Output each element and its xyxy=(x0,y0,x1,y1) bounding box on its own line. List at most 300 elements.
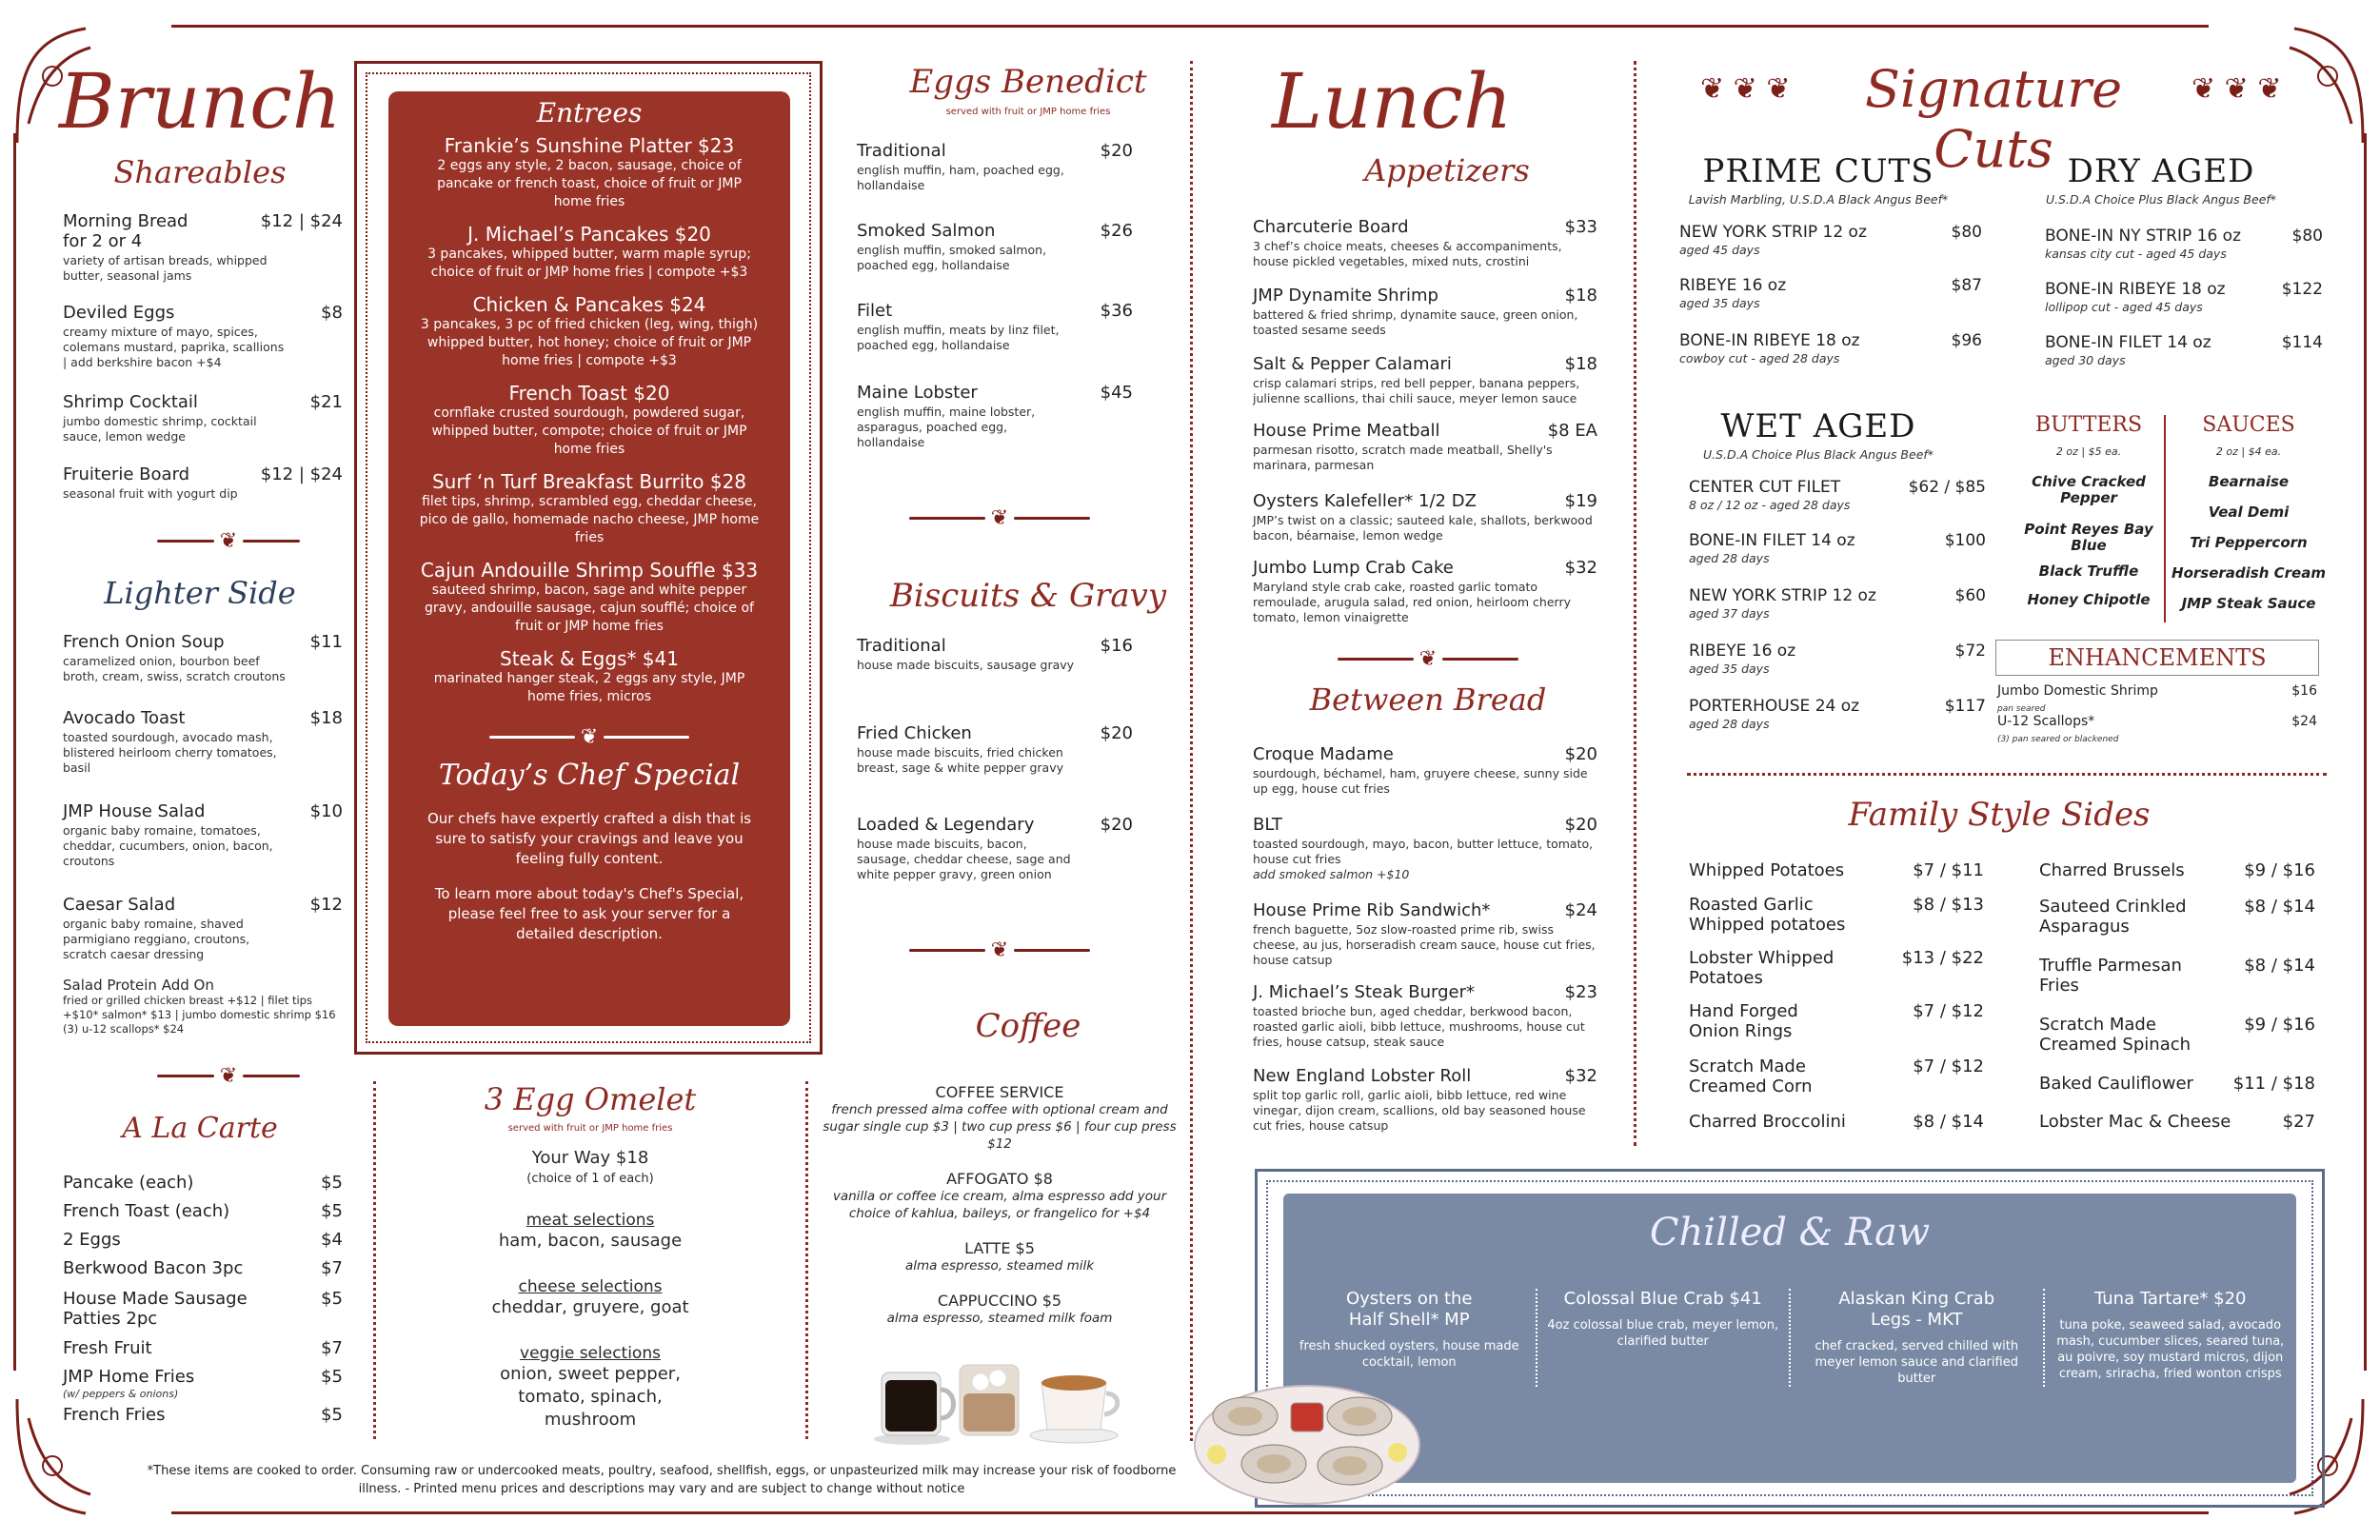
item-name: Loaded & Legendary xyxy=(857,815,1035,835)
entree-item xyxy=(417,470,762,547)
item-price: $114 xyxy=(2281,333,2323,352)
menu-item xyxy=(1689,1112,1984,1132)
item-description: sourdough, béchamel, ham, gruyere cheese, sunny side up egg, house cut fries xyxy=(1253,766,1588,796)
menu-item-row xyxy=(857,723,1133,743)
item-price: $5 xyxy=(321,1405,343,1425)
coffee-name: LATTE $5 xyxy=(964,1239,1035,1257)
menu-item-row xyxy=(63,1367,343,1387)
footer-disclaimer: *These items are cooked to order. Consuming raw or undercooked meats, poultry, seafood, shellfish, eggs, or unpasteurized milk may increase your risk of foodborne illness. - Printed menu prices and descriptions may vary and are subject to change without notice xyxy=(147,1464,1177,1496)
menu-item xyxy=(1679,276,1982,311)
coffee-description: vanilla or coffee ice cream, alma espresso add your choice of kahlua, baileys, or frangelico for +$4 xyxy=(832,1189,1167,1221)
menu-item-row xyxy=(1253,744,1597,764)
menu-item xyxy=(2039,1074,2315,1094)
item-price: $62 / $85 xyxy=(1908,478,1986,497)
item-price: $72 xyxy=(1954,642,1986,661)
sauce-item: Veal Demi xyxy=(2208,503,2290,521)
entree-name: Frankie’s Sunshine Platter $23 xyxy=(444,134,735,157)
menu-item xyxy=(857,221,1133,273)
raw-list xyxy=(1283,1289,2296,1387)
item-name: Traditional xyxy=(857,636,946,656)
item-name: Hand Forged Onion Rings xyxy=(1689,1001,1798,1041)
menu-item xyxy=(1689,642,1986,677)
item-name: BONE-IN RIBEYE 18 oz xyxy=(2045,280,2226,299)
menu-item xyxy=(2039,897,2315,937)
menu-item xyxy=(1689,895,1984,935)
sauce-item: Tri Peppercorn xyxy=(2190,534,2308,551)
coffee-description: alma espresso, steamed milk xyxy=(904,1258,1095,1273)
item-note: aged 28 days xyxy=(1689,551,1770,565)
item-name: Shrimp Cocktail xyxy=(63,392,198,412)
item-price: $4 xyxy=(321,1230,343,1250)
menu-item-row xyxy=(2045,227,2323,247)
item-description: english muffin, maine lobster, asparagus, poached egg, hollandaise xyxy=(857,405,1036,449)
menu-item xyxy=(1253,354,1597,406)
menu-item-row xyxy=(1253,815,1597,835)
item-name: Fried Chicken xyxy=(857,723,972,743)
menu-item-row xyxy=(63,1258,343,1278)
item-name: Caesar Salad xyxy=(63,895,176,915)
item-name: Jumbo Domestic Shrimp xyxy=(1997,683,2158,699)
item-name: House Made Sausage Patties 2pc xyxy=(63,1289,248,1329)
item-price: $7 / $12 xyxy=(1913,1056,1984,1076)
item-price: $12 | $24 xyxy=(260,211,343,231)
menu-item xyxy=(2039,956,2315,996)
entree-description: 3 pancakes, whipped butter, warm maple syrup; choice of fruit or JMP home fries | compote +$3 xyxy=(427,247,751,280)
omelet-subtitle: served with fruit or JMP home fries xyxy=(507,1123,673,1134)
menu-item-row xyxy=(1689,1112,1984,1132)
item-note: add smoked salmon +$10 xyxy=(1253,867,1410,881)
sauces-sub: 2 oz | $4 ea. xyxy=(2215,445,2282,458)
vertical-divider xyxy=(373,1081,376,1439)
item-price: $9 / $16 xyxy=(2244,1015,2315,1035)
item-price: $8 xyxy=(321,303,343,323)
item-price: $13 / $22 xyxy=(1901,948,1984,968)
menu-item-row xyxy=(1253,421,1597,441)
menu-item xyxy=(1689,1056,1984,1096)
item-note: aged 37 days xyxy=(1689,606,1770,621)
entree-name: J. Michael’s Pancakes $20 xyxy=(467,223,711,246)
menu-item-row xyxy=(63,211,343,251)
item-name: Baked Cauliflower xyxy=(2039,1074,2193,1094)
item-name: BONE-IN FILET 14 oz xyxy=(1689,531,1855,550)
menu-item-row xyxy=(1253,558,1597,578)
item-name: JMP Home Fries xyxy=(63,1367,195,1387)
menu-item-row xyxy=(1997,681,2317,701)
menu-item xyxy=(1679,331,1982,366)
coffee-name: AFFOGATO $8 xyxy=(946,1170,1053,1188)
entree-description: cornflake crusted sourdough, powdered sugar, whipped butter, compote; choice of fruit or JMP home fries xyxy=(431,405,747,457)
chef-special-text-2: To learn more about today's Chef's Special, please feel free to ask your server for a detailed description. xyxy=(434,885,744,942)
raw-title: Chilled & Raw xyxy=(1649,1211,1931,1254)
omelet-group-heading: cheese selections xyxy=(518,1277,663,1296)
menu-item-row xyxy=(1253,1066,1597,1086)
menu-item-row xyxy=(857,221,1133,241)
menu-item xyxy=(1689,478,1986,513)
item-name: JMP House Salad xyxy=(63,801,206,821)
benedict-title: Eggs Benedict xyxy=(909,63,1147,101)
entree-description: 2 eggs any style, 2 bacon, sausage, choice of pancake or french toast, choice of fruit or JMP home fries xyxy=(437,158,742,209)
menu-item xyxy=(1253,286,1597,338)
coffee-name: COFFEE SERVICE xyxy=(935,1083,1064,1101)
item-description: house made biscuits, fried chicken breast, sage & white pepper gravy xyxy=(857,745,1064,775)
item-name: Fresh Fruit xyxy=(63,1338,152,1358)
menu-item xyxy=(63,392,343,444)
menu-item-row xyxy=(63,801,343,821)
wet-aged-sub: U.S.D.A Choice Plus Black Angus Beef* xyxy=(1702,447,1934,462)
menu-item xyxy=(2039,860,2315,880)
item-description: seasonal fruit with yogurt dip xyxy=(63,486,238,501)
menu-item xyxy=(857,301,1133,353)
item-name: French Onion Soup xyxy=(63,632,225,652)
item-price: $10 xyxy=(309,801,343,821)
entree-name: Surf ‘n Turf Breakfast Burrito $28 xyxy=(431,470,747,493)
divider-ornament: ❦ xyxy=(133,529,324,553)
menu-item-row xyxy=(63,708,343,728)
item-description: french baguette, 5oz slow-roasted prime rib, swiss cheese, au jus, horseradish cream sauce, house cut fries, house catsup xyxy=(1253,922,1596,967)
item-name: Filet xyxy=(857,301,893,321)
sides-title: Family Style Sides xyxy=(1848,796,2151,834)
item-price: $36 xyxy=(1100,301,1133,321)
item-name: French Toast (each) xyxy=(63,1201,230,1221)
item-name: Smoked Salmon xyxy=(857,221,996,241)
menu-item-row xyxy=(1253,491,1597,511)
menu-item xyxy=(1253,900,1597,968)
item-price: $24 xyxy=(1564,900,1597,920)
butters-title: BUTTERS xyxy=(2034,413,2143,437)
oyster-platter-illustration xyxy=(1188,1359,1426,1511)
item-price: $5 xyxy=(321,1201,343,1221)
entrees-panel xyxy=(388,91,790,1026)
menu-item-row xyxy=(1253,217,1597,237)
item-price: $20 xyxy=(1100,815,1133,835)
item-price: $60 xyxy=(1954,586,1986,605)
menu-item xyxy=(63,1338,343,1358)
item-price: $33 xyxy=(1564,217,1597,237)
item-description: caramelized onion, bourbon beef broth, cream, swiss, scratch croutons xyxy=(63,654,286,683)
menu-item-row xyxy=(63,632,343,652)
menu-item-row xyxy=(857,636,1133,656)
item-description: toasted brioche bun, aged cheddar, berkwood bacon, roasted garlic aioli, bibb lettuce, mushrooms, house cut fries, house catsup, steak sauce xyxy=(1253,1004,1585,1049)
menu-item xyxy=(2039,1015,2315,1055)
menu-item-row xyxy=(1689,531,1986,551)
menu-item-row xyxy=(1253,354,1597,374)
menu-item xyxy=(63,895,343,962)
item-price: $8 / $14 xyxy=(1913,1112,1984,1132)
coffee-list xyxy=(809,1083,1190,1327)
menu-item-row xyxy=(63,895,343,915)
divider-ornament: ❦ xyxy=(885,938,1114,962)
menu-item xyxy=(2039,1112,2315,1132)
menu-item-row xyxy=(1689,948,1984,988)
menu-item xyxy=(1689,586,1986,622)
menu-item-row xyxy=(2039,897,2315,937)
vertical-divider xyxy=(1634,61,1636,1146)
entree-item xyxy=(417,647,762,706)
menu-item xyxy=(1253,491,1597,543)
wet-aged-title: WET AGED xyxy=(1720,407,1916,445)
item-name: New England Lobster Roll xyxy=(1253,1066,1472,1086)
fleur-left: ❦ ❦ ❦ xyxy=(1700,72,1791,106)
entree-description: marinated hanger steak, 2 eggs any style, JMP home fries, micros xyxy=(433,671,745,704)
menu-item xyxy=(1689,697,1986,732)
center-divider xyxy=(1190,61,1193,1441)
item-name: Avocado Toast xyxy=(63,708,186,728)
item-price: $18 xyxy=(1564,286,1597,306)
lighter-side-title: Lighter Side xyxy=(104,575,296,611)
item-name: BONE-IN RIBEYE 18 oz xyxy=(1679,331,1860,350)
item-name: Maine Lobster xyxy=(857,383,978,403)
item-description: creamy mixture of mayo, spices, colemans mustard, paprika, scallions | add berkshire bacon +$4 xyxy=(63,325,285,369)
raw-item xyxy=(1789,1289,2043,1387)
menu-item xyxy=(63,1173,343,1193)
menu-item xyxy=(1253,744,1597,797)
menu-item-row xyxy=(857,383,1133,403)
item-name: Scratch Made Creamed Corn xyxy=(1689,1056,1813,1096)
item-name: Pancake (each) xyxy=(63,1173,194,1193)
item-note: aged 28 days xyxy=(1689,717,1770,731)
addon-title: Salad Protein Add On xyxy=(63,977,214,994)
item-description: Maryland style crab cake, roasted garlic tomato remoulade, arugula salad, red onion, heirloom cherry tomato, lemon vinaigrette xyxy=(1253,580,1571,624)
entree-description: sauteed shrimp, bacon, sage and white pepper gravy, andouille sausage, cajun soufflé; choice of fruit or JMP home fries xyxy=(425,582,754,634)
menu-item xyxy=(1689,948,1984,988)
sauce-item: JMP Steak Sauce xyxy=(2181,595,2316,612)
fleur-right: ❦ ❦ ❦ xyxy=(2192,72,2282,106)
item-description: organic baby romaine, tomatoes, cheddar, cucumbers, onion, bacon, croutons xyxy=(63,823,273,868)
item-price: $12 xyxy=(309,895,343,915)
entree-item xyxy=(417,223,762,282)
menu-item-row xyxy=(1997,712,2317,732)
item-price: $8 EA xyxy=(1547,421,1597,441)
item-note: pan seared xyxy=(1997,704,2046,714)
item-price: $16 xyxy=(2291,683,2317,699)
item-name: Berkwood Bacon 3pc xyxy=(63,1258,244,1278)
menu-item-row xyxy=(1689,895,1984,935)
entree-name: French Toast $20 xyxy=(508,382,670,405)
menu-item xyxy=(1689,1001,1984,1041)
item-description: crisp calamari strips, red bell pepper, banana peppers, julienne scallions, thai chili sauce, meyer lemon sauce xyxy=(1253,376,1580,405)
item-price: $7 xyxy=(321,1258,343,1278)
vertical-divider xyxy=(805,1081,808,1439)
item-name: U-12 Scallops* xyxy=(1997,714,2095,729)
item-price: $122 xyxy=(2281,280,2323,299)
omelet-body xyxy=(400,1148,781,1431)
entree-item xyxy=(417,134,762,211)
menu-item xyxy=(63,464,343,502)
biscuits-title: Biscuits & Gravy xyxy=(889,577,1167,615)
omelet-title: 3 Egg Omelet xyxy=(484,1081,697,1117)
top-border xyxy=(171,25,2209,28)
menu-item-row xyxy=(1253,286,1597,306)
item-price: $5 xyxy=(321,1367,343,1387)
item-name: Truffle Parmesan Fries xyxy=(2039,956,2182,996)
item-price: $24 xyxy=(2291,714,2317,729)
sauce-item: Bearnaise xyxy=(2208,473,2290,490)
coffee-title: Coffee xyxy=(975,1007,1081,1045)
item-name: Lobster Whipped Potatoes xyxy=(1689,948,1835,988)
coffee-description: french pressed alma coffee with optional cream and sugar single cup $3 | two cup press $6 | four cup press $12 xyxy=(823,1102,1177,1152)
raw-item-description: fresh shucked oysters, house made cocktail, lemon xyxy=(1299,1339,1519,1370)
menu-item xyxy=(63,1405,343,1425)
menu-item-row xyxy=(2039,860,2315,880)
item-name: Traditional xyxy=(857,141,946,161)
menu-item-row xyxy=(1679,223,1982,243)
menu-item-row xyxy=(1689,586,1986,606)
menu-item xyxy=(857,141,1133,193)
item-name: Jumbo Lump Crab Cake xyxy=(1253,558,1454,578)
raw-item-name: Oysters on the Half Shell* MP xyxy=(1345,1289,1473,1330)
item-name: NEW YORK STRIP 12 oz xyxy=(1679,223,1867,242)
item-name: JMP Dynamite Shrimp xyxy=(1253,286,1438,306)
sauces-title: SAUCES xyxy=(2202,413,2295,437)
salad-addon xyxy=(63,977,343,1037)
item-description: split top garlic roll, garlic aioli, bibb lettuce, red wine vinegar, dijon cream, scallions, old bay seasoned house cut fries, house catsup xyxy=(1253,1088,1586,1133)
butter-item: Chive Cracked Pepper xyxy=(2032,473,2146,506)
item-note: kansas city cut - aged 45 days xyxy=(2045,247,2227,261)
menu-item xyxy=(63,1367,343,1402)
item-name: Whipped Potatoes xyxy=(1689,860,1845,880)
menu-item-row xyxy=(1253,900,1597,920)
raw-item-name: Tuna Tartare* $20 xyxy=(2093,1289,2247,1309)
item-name: PORTERHOUSE 24 oz xyxy=(1689,697,1860,716)
item-name: J. Michael’s Steak Burger* xyxy=(1253,982,1475,1002)
item-price: $20 xyxy=(1564,815,1597,835)
item-price: $11 / $18 xyxy=(2232,1074,2315,1094)
item-price: $45 xyxy=(1100,383,1133,403)
signature-cuts-title: Signature Cuts xyxy=(1864,59,2123,179)
item-description: toasted sourdough, avocado mash, blistered heirloom cherry tomatoes, basil xyxy=(63,730,277,775)
item-price: $80 xyxy=(1951,223,1982,242)
item-price: $9 / $16 xyxy=(2244,860,2315,880)
item-price: $20 xyxy=(1100,723,1133,743)
item-name: 2 Eggs xyxy=(63,1230,121,1250)
item-price: $8 / $14 xyxy=(2244,956,2315,976)
item-price: $18 xyxy=(1564,354,1597,374)
item-price: $32 xyxy=(1564,558,1597,578)
item-name: Salt & Pepper Calamari xyxy=(1253,354,1452,374)
enhancements-box: ENHANCEMENTS xyxy=(1995,640,2319,676)
menu-item-row xyxy=(63,392,343,412)
item-name: House Prime Meatball xyxy=(1253,421,1440,441)
menu-item xyxy=(857,383,1133,450)
item-note: (w/ peppers & onions) xyxy=(63,1388,179,1400)
menu-item xyxy=(63,1201,343,1221)
item-name: Scratch Made Creamed Spinach xyxy=(2039,1015,2192,1055)
menu-item xyxy=(63,1289,343,1329)
entree-description: filet tips, shrimp, scrambled egg, cheddar cheese, pico de gallo, homemade nacho cheese, JMP home fries xyxy=(419,494,760,545)
item-description: battered & fried shrimp, dynamite sauce, green onion, toasted sesame seeds xyxy=(1253,307,1578,337)
right-border xyxy=(2364,133,2367,1371)
butter-item: Point Reyes Bay Blue xyxy=(2024,521,2153,554)
item-name: CENTER CUT FILET xyxy=(1689,478,1841,497)
menu-item-row xyxy=(1689,860,1984,880)
menu-item-row xyxy=(2039,1112,2315,1132)
menu-item-row xyxy=(857,141,1133,161)
menu-item xyxy=(1997,712,2317,747)
item-note: cowboy cut - aged 28 days xyxy=(1679,351,1840,365)
item-description: house made biscuits, bacon, sausage, cheddar cheese, sage and white pepper gravy, green onion xyxy=(857,837,1071,881)
item-price: $96 xyxy=(1951,331,1982,350)
item-description: parmesan risotto, scratch made meatball, Shelly's marinara, parmesan xyxy=(1253,443,1553,472)
item-name: RIBEYE 16 oz xyxy=(1689,642,1796,661)
item-note: aged 45 days xyxy=(1679,243,1760,257)
menu-item-row xyxy=(1689,478,1986,498)
menu-item-row xyxy=(63,1289,343,1329)
menu-item-row xyxy=(2039,956,2315,996)
item-note: 8 oz / 12 oz - aged 28 days xyxy=(1689,498,1851,512)
coffee-cups-illustration xyxy=(864,1352,1121,1447)
raw-item-description: chef cracked, served chilled with meyer lemon sauce and clarified butter xyxy=(1815,1339,2019,1386)
chef-special-title: Today’s Chef Special xyxy=(438,759,741,792)
addon-desc: fried or grilled chicken breast +$12 | filet tips +$10* salmon* $13 | jumbo domestic shrimp $16 (3) u-12 scallops* $24 xyxy=(63,994,336,1036)
item-price: $80 xyxy=(2291,227,2323,246)
menu-item-row xyxy=(1689,697,1986,717)
menu-item-row xyxy=(1679,331,1982,351)
item-name: House Prime Rib Sandwich* xyxy=(1253,900,1491,920)
item-description: english muffin, ham, poached egg, hollandaise xyxy=(857,163,1064,192)
item-name: Sauteed Crinkled Asparagus xyxy=(2039,897,2187,937)
item-name: BLT xyxy=(1253,815,1282,835)
raw-item xyxy=(2043,1289,2297,1387)
item-price: $19 xyxy=(1564,491,1597,511)
item-name: Charcuterie Board xyxy=(1253,217,1409,237)
item-name: Lobster Mac & Cheese xyxy=(2039,1112,2231,1132)
menu-item xyxy=(63,632,343,684)
appetizers-title: Appetizers xyxy=(1364,152,1530,188)
item-description: variety of artisan breads, whipped butter, seasonal jams xyxy=(63,253,268,283)
between-bread-title: Between Bread xyxy=(1309,681,1547,718)
menu-item xyxy=(857,723,1133,776)
menu-item xyxy=(1253,558,1597,625)
item-price: $12 | $24 xyxy=(260,464,343,484)
menu-item xyxy=(1679,223,1982,258)
menu-item-row xyxy=(63,1405,343,1425)
item-price: $27 xyxy=(2282,1112,2315,1132)
item-name: NEW YORK STRIP 12 oz xyxy=(1689,586,1876,605)
item-price: $16 xyxy=(1100,636,1133,656)
item-description: JMP’s twist on a classic; sauteed kale, shallots, berkwood bacon, béarnaise, lemon wedge xyxy=(1253,513,1593,543)
entree-item xyxy=(417,559,762,636)
item-price: $100 xyxy=(1944,531,1986,550)
omelet-group-values: onion, sweet pepper, tomato, spinach, mushroom xyxy=(500,1364,681,1430)
omelet-group-values: cheddar, gruyere, goat xyxy=(491,1297,689,1317)
shareables-title: Shareables xyxy=(113,154,287,190)
brunch-title: Brunch xyxy=(59,57,342,146)
entree-description: 3 pancakes, 3 pc of fried chicken (leg, wing, thigh) whipped butter, hot honey; choice of fruit or JMP home fries | compote +$3 xyxy=(420,317,759,368)
entree-name: Cajun Andouille Shrimp Souffle $33 xyxy=(420,559,759,582)
omelet-your-way: Your Way $18 xyxy=(531,1148,649,1168)
item-price: $7 xyxy=(321,1338,343,1358)
item-note: aged 35 days xyxy=(1679,296,1760,310)
item-description: jumbo domestic shrimp, cocktail sauce, lemon wedge xyxy=(63,414,257,444)
menu-item-row xyxy=(857,301,1133,321)
divider-ornament: ❦ xyxy=(133,1064,324,1088)
menu-item-row xyxy=(63,464,343,484)
menu-item xyxy=(1253,982,1597,1050)
alacarte-title: A La Carte xyxy=(122,1112,278,1145)
entrees-title: Entrees xyxy=(536,97,643,128)
item-price: $11 xyxy=(309,632,343,652)
benedict-subtitle: served with fruit or JMP home fries xyxy=(945,107,1111,117)
left-border xyxy=(13,133,16,1371)
item-price: $5 xyxy=(321,1173,343,1193)
item-name: Charred Brussels xyxy=(2039,860,2185,880)
entree-item xyxy=(417,382,762,459)
item-description: english muffin, smoked salmon, poached egg, hollandaise xyxy=(857,243,1047,272)
sauce-item: Horseradish Cream xyxy=(2172,564,2326,582)
menu-item-row xyxy=(1253,982,1597,1002)
butters-sub: 2 oz | $5 ea. xyxy=(2055,445,2122,458)
item-price: $7 / $11 xyxy=(1913,860,1984,880)
